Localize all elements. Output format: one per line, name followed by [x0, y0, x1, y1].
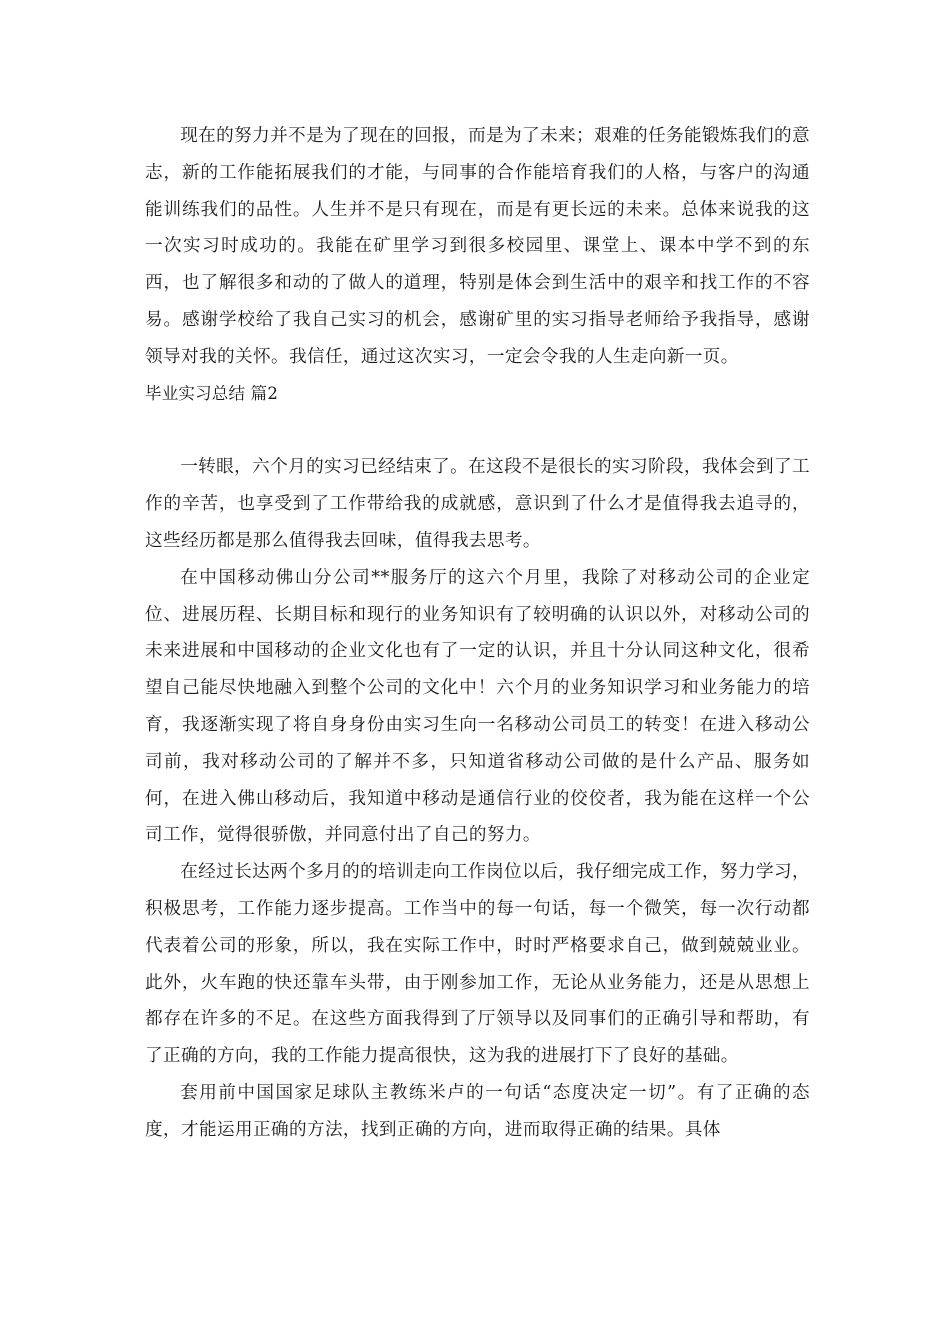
paragraph-4: 在经过长达两个多月的的培训走向工作岗位以后，我仔细完成工作，努力学习，积极思考，工作能力逐步提高。工作当中的每一句话，每一个微笑，每一次行动都代表着公司的形象，所以，我在实际工作中，时时严格要求自己，做到兢兢业业。此外，火车跑的快还靠车头带，由于刚参加工作，无论从业务能力，还是从思想上都存在许多的不足。在这些方面我得到了厅领导以及同事们的正确引导和帮助，有了正确的方向，我的工作能力提高很快，这为我的进展打下了良好的基础。 [145, 862, 810, 1067]
document-page [145, 118, 810, 1149]
paragraph-2: 一转眼，六个月的实习已经结束了。在这段不是很长的实习阶段，我体会到了工作的辛苦，也享受到了工作带给我的成就感，意识到了什么才是值得我去追寻的，这些经历都是那么值得我去回味，值得我去思考。 [145, 457, 810, 551]
paragraph-5: 套用前中国国家足球队主教练米卢的一句话“态度决定一切”。有了正确的态度，才能运用正确的方法，找到正确的方向，进而取得正确的结果。具体 [145, 1082, 810, 1140]
section-title: 毕业实习总结 篇2 [145, 383, 279, 403]
paragraph-1: 现在的努力并不是为了现在的回报，而是为了未来；艰难的任务能锻炼我们的意志，新的工作能拓展我们的才能，与同事的合作能培育我们的人格，与客户的沟通能训练我们的品性。人生并不是只有现在，而是有更长远的未来。总体来说我的这一次实习时成功的。我能在矿里学习到很多校园里、课堂上、课本中学不到的东西，也了解很多和动的了做人的道理，特别是体会到生活中的艰辛和找工作的不容易。感谢学校给了我自己实习的机会，感谢矿里的实习指导老师给予我指导，感谢领导对我的关怀。我信任，通过这次实习，一定会令我的人生走向新一页。 [145, 126, 810, 367]
paragraph-3: 在中国移动佛山分公司**服务厅的这六个月里，我除了对移动公司的企业定位、进展历程、长期目标和现行的业务知识有了较明确的认识以外，对移动公司的未来进展和中国移动的企业文化也有了一定的认识，并且十分认同这种文化，很希望自己能尽快地融入到整个公司的文化中！六个月的业务知识学习和业务能力的培育，我逐渐实现了将自身身份由实习生向一名移动公司员工的转变！在进入移动公司前，我对移动公司的了解并不多，只知道省移动公司做的是什么产品、服务如何，在进入佛山移动后，我知道中移动是通信行业的佼佼者，我为能在这样一个公司工作，觉得很骄傲，并同意付出了自己的努力。 [145, 567, 810, 846]
section-spacer [145, 412, 810, 449]
